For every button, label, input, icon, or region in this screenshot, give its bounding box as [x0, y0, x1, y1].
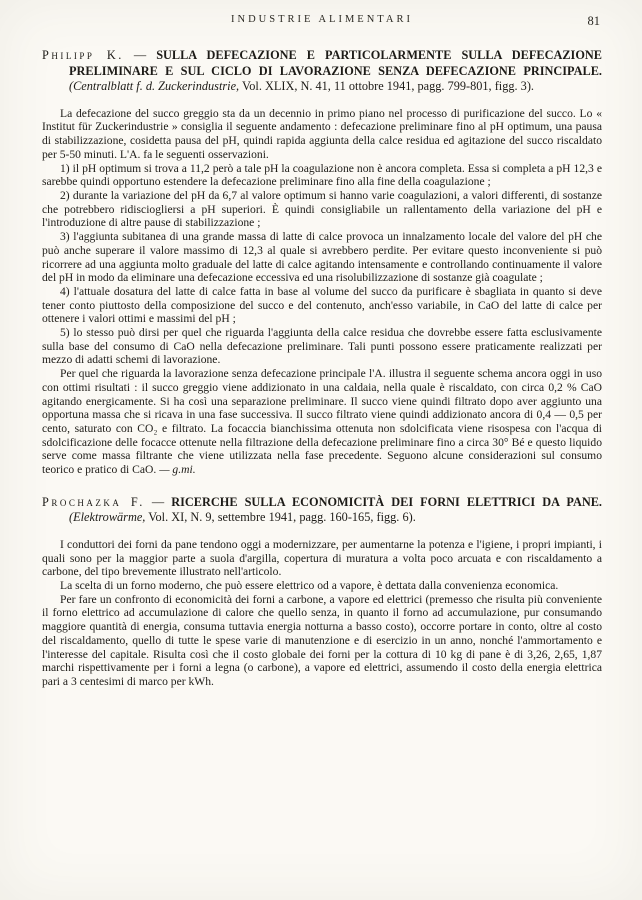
citation-details: Vol. XLIX, N. 41, 11 ottobre 1941, pagg. 799-801, figg. 3). [239, 79, 534, 94]
citation-journal: (Centralblatt f. d. Zuckerindustrie, [69, 79, 240, 94]
article-heading [42, 48, 602, 95]
heading-dash: — [133, 48, 147, 62]
article-paragraph: La scelta di un forno moderno, che può essere elettrico od a vapore, è dettata dalla convenienza economica. [60, 579, 559, 593]
page-header [42, 14, 602, 32]
article-paragraph: 1) il pH optimum si trova a 11,2 però a tale pH la coagulazione non è ancora completa. Essa si completa a pH 12,3 e sarebbe quindi opportuno estendere la defecazione preliminare fino alla fine della coagulazione ; [42, 161, 602, 189]
page-number: 81 [587, 14, 600, 28]
article-paragraph: 2) durante la variazione del pH da 6,7 al valore optimum si hanno varie coagulazioni, a valori differenti, di sostanze che potrebbero ridisciogliersi a pH superiori. È quindi consigliabile un rallentamento della variazione del pH e l'introduzione di altre pause di stabilizzazione ; [42, 189, 602, 230]
article-paragraph: La defecazione del succo greggio sta da un decennio in primo piano nel processo di purificazione del succo. Lo « Institut für Zuckerindustrie » consiglia il seguente andamento : defecazione preliminare fino al pH optimum, una pausa di stabilizzazione, cosidetta pausa del pH, quindi rapida aggiunta della calce residua ed agitazione del succo riscaldato per 5-50 minuti. L'A. fa le seguenti osservazioni. [42, 106, 602, 161]
citation-details: Vol. XI, N. 9, settembre 1941, pagg. 160-165, figg. 6). [145, 510, 416, 525]
article-citation [69, 510, 416, 524]
article-body [42, 538, 602, 689]
article-citation [69, 79, 534, 93]
journal-title: INDUSTRIE ALIMENTARI [231, 14, 413, 25]
article-prochazka [42, 495, 602, 689]
article-paragraph: Per fare un confronto di economicità dei forni a carbone, a vapore ed elettrici (premesso che risulta più conveniente il forno elettrico ad accumulazione di calore che quello senza, in quanto il forno ad accumulazione, pur consumando maggiore quantità di energia, consuma tuttavia energia notturna a basso costo), occorre portare in conto, oltre al costo del riscaldamento, quello di tutte le spese varie di manutenzione e di esercizio in un anno, nonché l'ammortamento e l'interesse del capitale. Risulta così che il costo globale dei forni per la cottura di 10 kg di pane è di 3,26, 2,65, 1,87 marchi rispettivamente per i forni a legna (o carbone), a vapore ed elettrici, assumendo il costo della energia elettrica pari a 3 centesimi di marco per kWh. [42, 592, 602, 688]
article-body [42, 107, 602, 477]
article-paragraph [42, 367, 602, 477]
article-author: Philipp K. [42, 48, 124, 62]
article-title: RICERCHE SULLA ECONOMICITÀ DEI FORNI ELETTRICI DA PANE. [171, 494, 603, 509]
article-heading [42, 495, 602, 526]
article-paragraph: I conduttori dei forni da pane tendono oggi a modernizzare, per aumentarne la potenza e l'igiene, i propri impianti, i quali sono per la maggior parte a suola d'argilla, copertura di muratura a volta poco arcuata e con riscaldamento a carbone, del tipo brevemente illustrato nell'articolo. [42, 537, 602, 579]
article-philipp [42, 48, 602, 477]
heading-dash: — [151, 494, 165, 509]
paragraph-text: Per quel che riguarda la lavorazione senza defecazione principale l'A. illustra il seguente schema ancora oggi in uso con ottimi risultati : il succo greggio viene addizionato in una caldaia, nella quale è riscaldato, con circa 0,2 % CaO agitando energicamente. Si ha così una separazione preliminare. Il succo viene quindi filtrato dopo aver aggiunto una opportuna massa che si ricava in una fase successiva. Il succo filtrato viene quindi addizionato ancora di 0,4 — 0,5 per cento, saturato con CO₂ e filtrato. La focaccia bianchissima ottenuta non sdolcificata viene risospesa con l'acqua di sdolcificazione delle focacce ottenute nella filtrazione della defecazione preliminare fino a circa 30° Bé e questo liquido serve come massa filtrante che viene utilizzata nella fase precedente. Seguono alcune considerazioni sul consumo teorico e pratico di CaO. [42, 367, 602, 477]
citation-journal: (Elektrowärme, [69, 510, 146, 525]
article-paragraph: 5) lo stesso può dirsi per quel che riguarda l'aggiunta della calce residua che dovrebbe essere fatta esclusivamente sulla base del consumo di CaO nella defecazione preliminare. Tali punti possono essere praticamente realizzati per mezzo di adatti schemi di lavorazione. [42, 326, 602, 367]
article-title: SULLA DEFECAZIONE E PARTICOLARMENTE SULLA DEFECAZIONE PRELIMINARE E SUL CICLO DI LAVORAZIONE SENZA DEFECAZIONE PRINCIPALE. [69, 48, 602, 78]
article-paragraph: 3) l'aggiunta subitanea di una grande massa di latte di calce provoca un innalzamento locale del valore del pH che può anche superare il valore massimo di 12,3 al quale si avrebbero perdite. Per evitare questo inconveniente si può ricorrere ad una aggiunta molto graduale del latte di calce agitando intensamente e controllando continuamente il valore del pH in modo da eliminare una defecazione eccessiva ed una risolubilizzazione di sostanze già coagulate ; [42, 230, 602, 285]
article-author: Prochazka F. [42, 494, 145, 509]
reviewer-signature: — g.mi. [159, 463, 196, 477]
article-paragraph: 4) l'attuale dosatura del latte di calce fatta in base al volume del succo da purificare è sbagliata in quanto si deve tener conto piuttosto della composizione del succo e del contenuto, anch'esso variabile, in CaO del latte di calce per ottenere i valori ottimi e massimi del pH ; [42, 284, 602, 326]
